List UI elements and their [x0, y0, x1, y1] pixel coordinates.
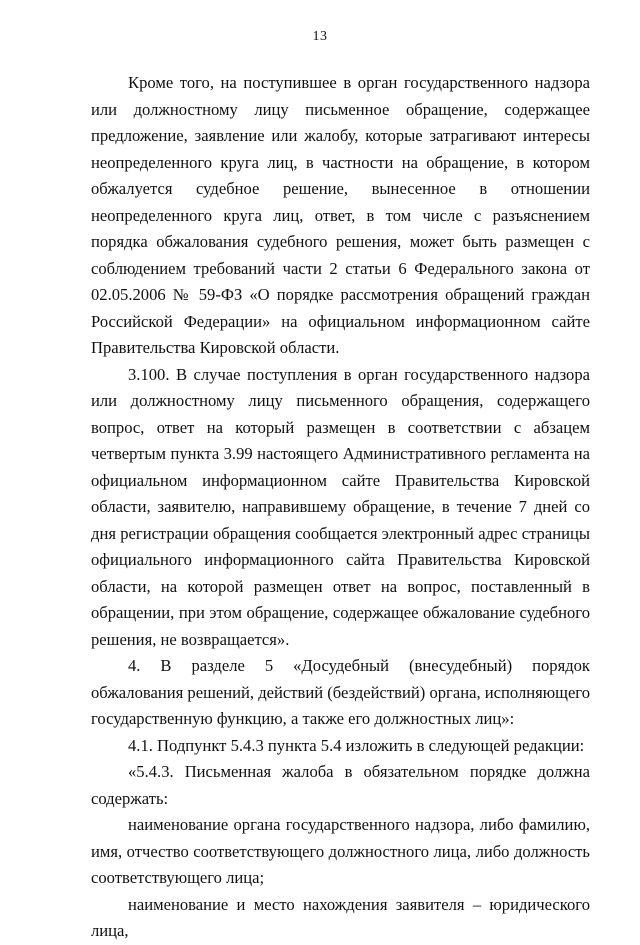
paragraph-section-5: 4. В разделе 5 «Досудебный (внесудебный) порядок обжалования решений, действий (бездействий) органа, исполняющего государственную функцию, а также его должностных лиц»:: [91, 656, 590, 728]
paragraph-5-4-3: «5.4.3. Письменная жалоба в обязательном порядке должна содержать:: [91, 762, 590, 808]
paragraph-applicant-name: наименование и место нахождения заявителя – юридического лица,: [91, 894, 590, 940]
page-number: 13: [312, 29, 328, 44]
paragraph-body-name: наименование органа государственного надзора, либо фамилию, имя, отчество соответствующего должностного лица, либо должность соответствующего лица;: [91, 815, 590, 887]
paragraph-response-publication: Кроме того, на поступившее в орган государственного надзора или должностному лицу письменное обращение, содержащее предложение, заявление или жалобу, которые затрагивают интересы неопределенного круга лиц, в частности на обращение, в котором обжалуется судебное решение, вынесенное в отношении неопределенного круга лиц, ответ, в том числе с разъяснением порядка обжалования судебного решения, может быть размещен с соблюдением требований части 2 статьи 6 Федерального закона от 02.05.2006 № 59-ФЗ «О порядке рассмотрения обращений граждан Российской Федерации» на официальном информационном сайте Правительства Кировской области.: [91, 73, 590, 357]
paragraph-4-1: 4.1. Подпункт 5.4.3 пункта 5.4 изложить в следующей редакции:: [128, 735, 585, 755]
document-body: [91, 70, 590, 945]
paragraph-3-100: 3.100. В случае поступления в орган государственного надзора или должностному лицу письменного обращения, содержащего вопрос, ответ на который размещен в соответствии с абзацем четвертым пункта 3.99 настоящего Административного регламента на официальном информационном сайте Правительства Кировской области, заявителю, направившему обращение, в течение 7 дней со дня регистрации обращения сообщается электронный адрес страницы официального информационного сайта Правительства Кировской области, на которой размещен ответ на вопрос, поставленный в обращении, при этом обращение, содержащее обжалование судебного решения, не возвращается».: [91, 364, 590, 649]
